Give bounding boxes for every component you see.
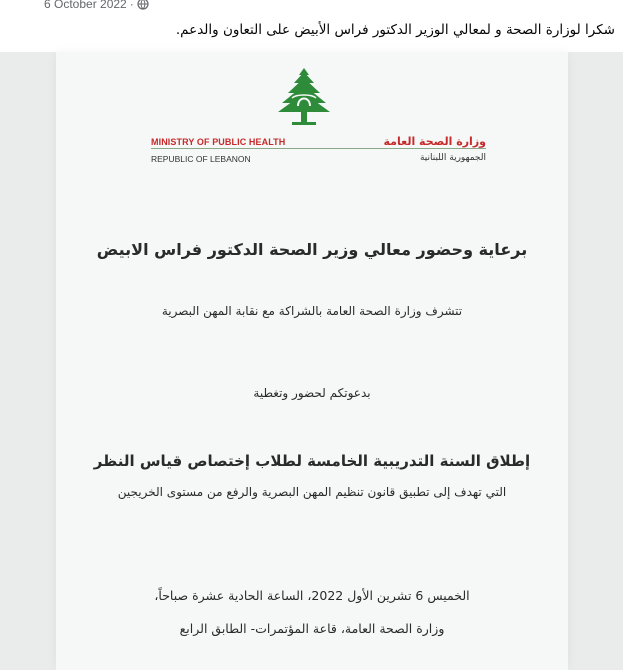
post-meta bbox=[44, 0, 149, 13]
event-purpose: التي تهدف إلى تطبيق قانون تنظيم المهن البصرية والرفع من مستوى الخريجين bbox=[117, 485, 507, 499]
event-datetime: الخميس 6 تشرين الأول 2022، الساعة الحادية عشرة صباحاً، bbox=[154, 588, 470, 603]
invite-line: بدعوتكم لحضور وتغطية bbox=[253, 386, 371, 400]
ministry-name-en: MINISTRY OF PUBLIC HEALTH bbox=[151, 137, 286, 147]
republic-name-en: REPUBLIC OF LEBANON bbox=[151, 154, 251, 164]
meta-separator: · bbox=[129, 0, 134, 11]
letterhead-divider bbox=[151, 148, 486, 149]
event-title: إطلاق السنة التدريبية الخامسة لطلاب إختصاص قياس النظر bbox=[93, 452, 531, 470]
post-date[interactable]: 6 October 2022 bbox=[44, 0, 127, 11]
globe-icon[interactable] bbox=[137, 0, 149, 10]
cedar-icon bbox=[276, 66, 332, 128]
post-caption: شكرا لوزارة الصحة و لمعالي الوزير الدكتور فراس الأبيض على التعاون والدعم. bbox=[175, 22, 615, 38]
republic-name-ar: الجمهورية اللبنانية bbox=[419, 153, 486, 163]
ministry-letterhead bbox=[146, 66, 486, 164]
event-location: وزارة الصحة العامة، قاعة المؤتمرات- الطابق الرابع bbox=[179, 621, 445, 636]
host-line: تتشرف وزارة الصحة العامة بالشراكة مع نقابة المهن البصرية bbox=[161, 304, 463, 318]
ministry-name-ar: وزارة الصحة العامة bbox=[383, 135, 486, 148]
invitation-document bbox=[56, 52, 568, 670]
patronage-heading: برعاية وحضور معالي وزير الصحة الدكتور فراس الابيض bbox=[96, 240, 528, 259]
post-photo[interactable] bbox=[0, 52, 623, 670]
